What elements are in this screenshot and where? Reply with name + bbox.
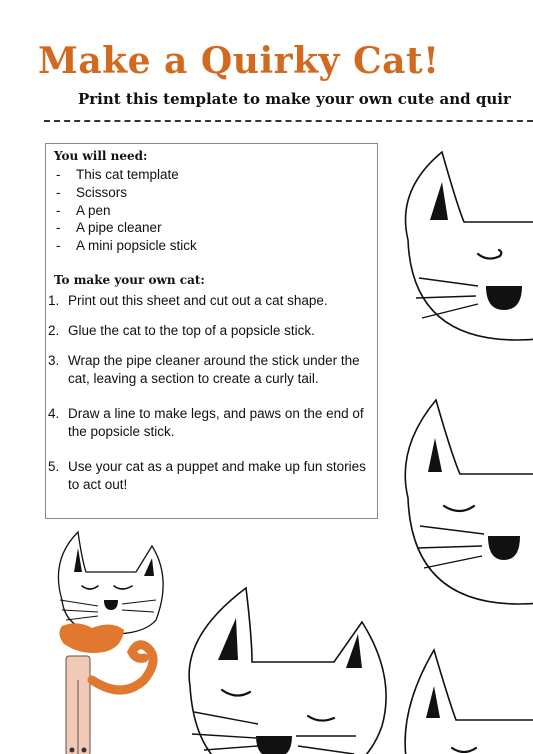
page-subtitle: Print this template to make your own cute and quir <box>78 90 511 108</box>
list-item: - This cat template <box>56 167 179 182</box>
list-item: - A pen <box>56 202 111 218</box>
needs-heading: You will need: <box>54 149 148 163</box>
dashed-divider <box>44 120 533 122</box>
step-item: 2. Glue the cat to the top of a popsicle stick. <box>48 323 315 338</box>
list-item: - Scissors <box>56 184 128 200</box>
cat-puppet-icon <box>52 530 164 754</box>
list-item: - A pipe cleaner <box>56 220 162 236</box>
list-item: - A mini popsicle stick <box>56 238 197 254</box>
steps-heading: To make your own cat: <box>54 273 205 287</box>
needs-list <box>56 166 197 255</box>
cat-template-icon <box>404 398 533 604</box>
step-item: 4. Draw a line to make legs, and paws on the end of the popsicle stick. <box>48 406 364 439</box>
step-item: 3. Wrap the pipe cleaner around the stick under the cat, leaving a section to create a curly tail. <box>48 353 360 386</box>
step-item: 5. Use your cat as a puppet and make up fun stories to act out! <box>48 459 366 492</box>
cat-template-icon <box>404 648 533 754</box>
cat-template-icon <box>402 150 533 340</box>
page-title: Make a Quirky Cat! <box>38 40 440 82</box>
step-item: 1. Print out this sheet and cut out a cat shape. <box>48 293 328 308</box>
cat-template-icon <box>186 586 386 754</box>
